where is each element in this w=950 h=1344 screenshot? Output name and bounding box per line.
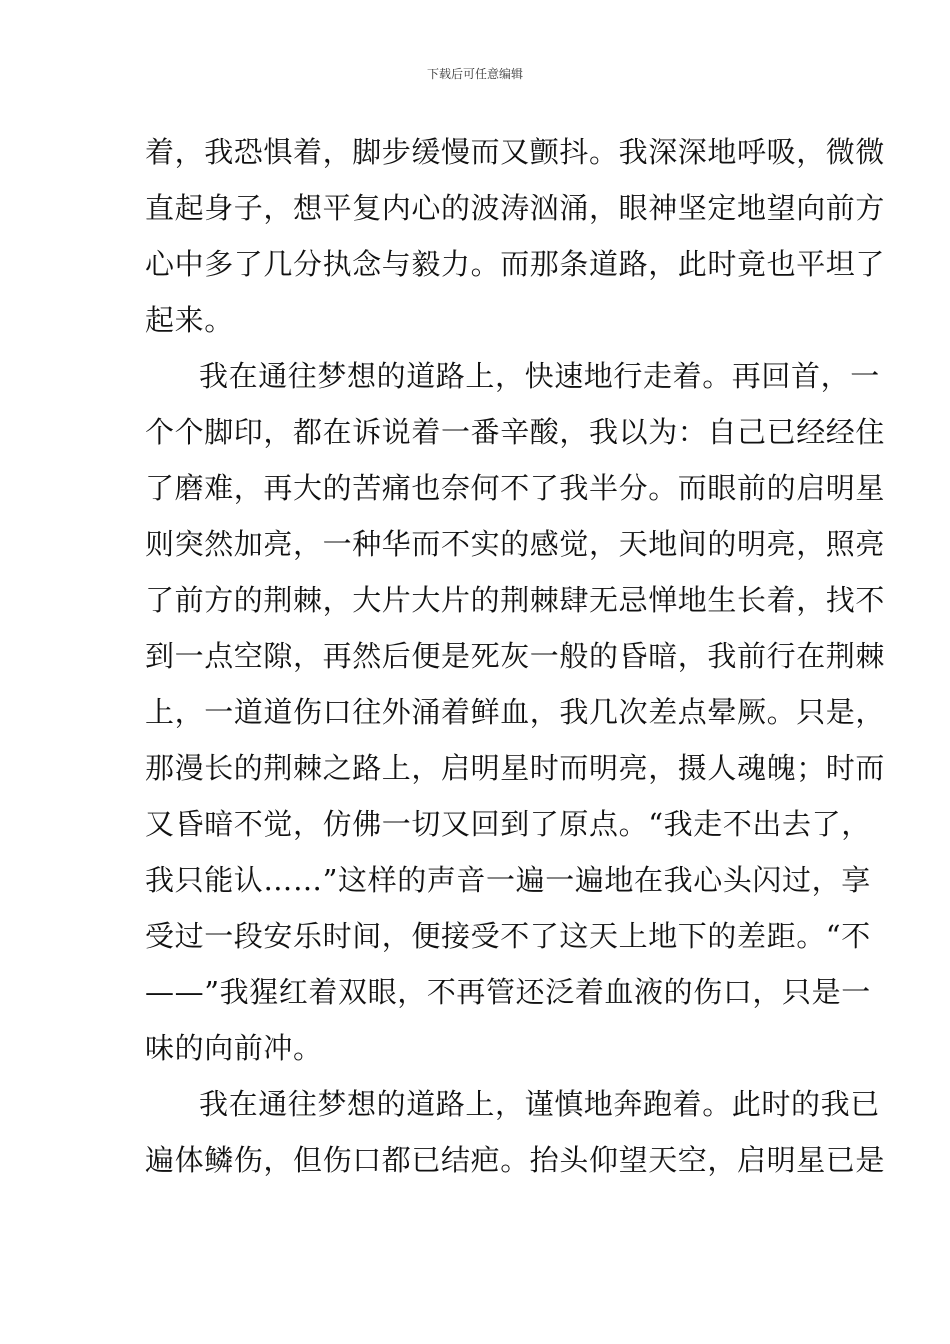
text-line: 了前方的荆棘，大片大片的荆棘肆无忌惮地生长着，找不 — [145, 583, 886, 617]
text-line: 上，一道道伤口往外涌着鲜血，我几次差点晕厥。只是， — [145, 695, 886, 729]
text-line: 受过一段安乐时间，便接受不了这天上地下的差距。“不 — [145, 919, 871, 953]
text-line: 则突然加亮，一种华而不实的感觉，天地间的明亮，照亮 — [145, 527, 886, 561]
text-line: 我只能认……”这样的声音一遍一遍地在我心头闪过，享 — [145, 863, 871, 897]
paragraph-first-line: 我在通往梦想的道路上，谨慎地奔跑着。此时的我已 — [199, 1087, 880, 1121]
text-line: 那漫长的荆棘之路上，启明星时而明亮，摄人魂魄；时而 — [145, 751, 886, 785]
text-line: ——”我猩红着双眼，不再管还泛着血液的伤口，只是一 — [145, 975, 871, 1009]
text-line: 个个脚印，都在诉说着一番辛酸，我以为：自己已经经住 — [145, 415, 886, 449]
text-line: 又昏暗不觉，仿佛一切又回到了原点。“我走不出去了， — [145, 807, 871, 841]
text-line: 遍体鳞伤，但伤口都已结疤。抬头仰望天空，启明星已是 — [145, 1143, 886, 1177]
text-line: 到一点空隙，再然后便是死灰一般的昏暗，我前行在荆棘 — [145, 639, 886, 673]
text-line: 了磨难，再大的苦痛也奈何不了我半分。而眼前的启明星 — [145, 471, 886, 505]
page-header: 下载后可任意编辑 — [426, 67, 523, 81]
text-line: 着，我恐惧着，脚步缓慢而又颤抖。我深深地呼吸，微微 — [145, 135, 886, 169]
paragraph-first-line: 我在通往梦想的道路上，快速地行走着。再回首，一 — [199, 359, 880, 393]
text-line: 心中多了几分执念与毅力。而那条道路，此时竟也平坦了 — [145, 247, 886, 281]
text-line: 味的向前冲。 — [145, 1031, 323, 1065]
text-line: 直起身子，想平复内心的波涛汹涌，眼神坚定地望向前方 — [145, 191, 886, 225]
text-line: 起来。 — [145, 303, 234, 337]
document-body — [145, 124, 886, 1188]
